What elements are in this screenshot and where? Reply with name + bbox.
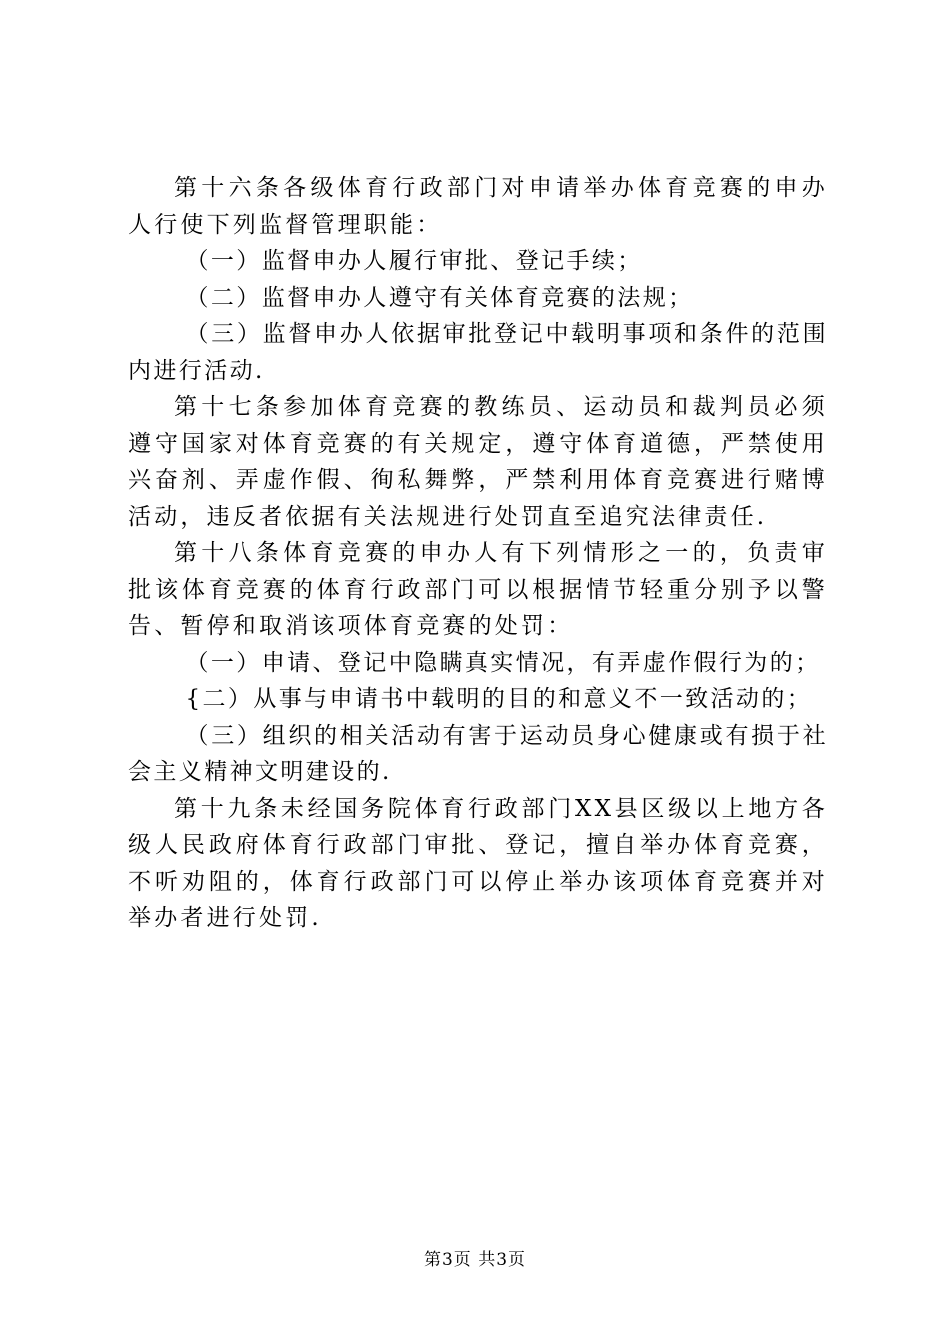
article-19: 第十九条未经国务院体育行政部门XX县区级以上地方各级人民政府体育行政部门审批、登记，擅自举办体育竞赛，不听劝阻的，体育行政部门可以停止举办该项体育竞赛并对举办者进行处罚. — [128, 795, 828, 931]
article-18-item-2: {二）从事与申请书中载明的目的和意义不一致活动的； — [185, 686, 813, 712]
article-16-intro: 第十六条各级体育行政部门对申请举办体育竞赛的申办人行使下列监督管理职能： — [128, 175, 828, 238]
article-18-intro: 第十八条体育竞赛的申办人有下列情形之一的，负责审批该体育竞赛的体育行政部门可以根据情节轻重分别予以警告、暂停和取消该项体育竞赛的处罚： — [128, 540, 828, 639]
page-number-footer: 第3页 共3页 — [423, 1250, 527, 1270]
article-18-item-3: （三）组织的相关活动有害于运动员身心健康或有损于社会主义精神文明建设的. — [128, 722, 828, 785]
article-18-item-1: （一）申请、登记中隐瞒真实情况，有弄虚作假行为的； — [185, 649, 821, 676]
document-body — [128, 170, 828, 937]
article-16-item-3: （三）监督申办人依据审批登记中载明事项和条件的范围内进行活动. — [128, 321, 828, 384]
article-16-item-1: （一）监督申办人履行审批、登记手续； — [185, 248, 643, 274]
article-16-item-2: （二）监督申办人遵守有关体育竞赛的法规； — [185, 284, 694, 311]
article-17: 第十七条参加体育竞赛的教练员、运动员和裁判员必须遵守国家对体育竞赛的有关规定，遵守体育道德，严禁使用兴奋剂、弄虚作假、徇私舞弊，严禁利用体育竞赛进行赌博活动，违反者依据有关法规进行处罚直至追究法律责任. — [128, 394, 828, 530]
